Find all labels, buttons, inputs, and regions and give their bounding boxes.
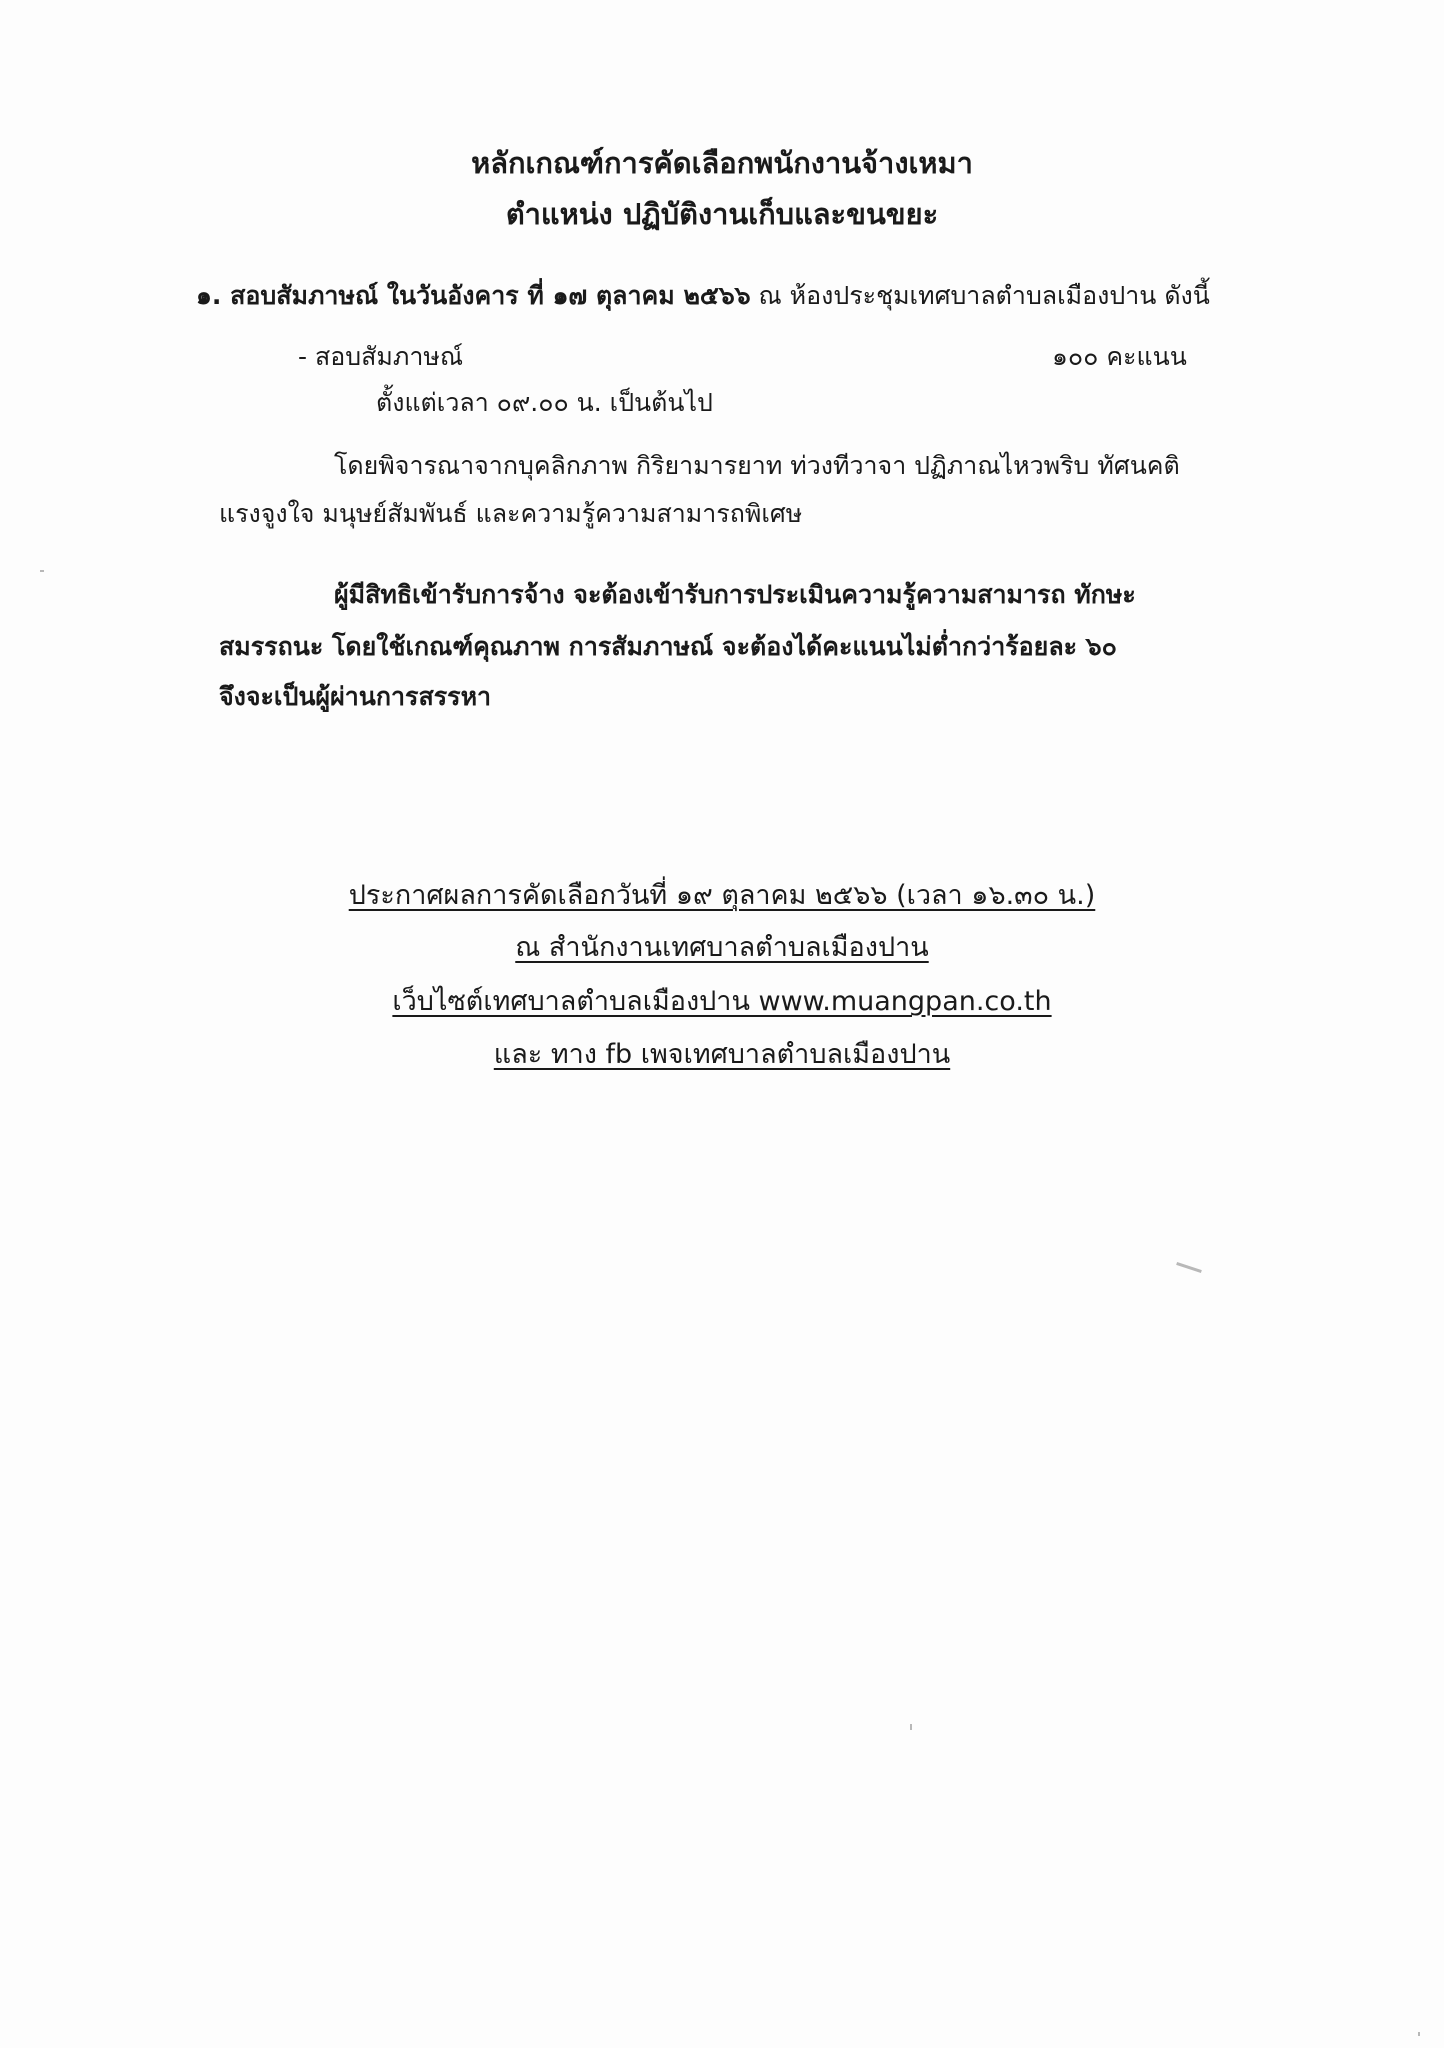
- qualification-line-1: ผู้มีสิทธิเข้ารับการจ้าง จะต้องเข้ารับการประเมินความรู้ความสามารถ ทักษะ: [334, 580, 1136, 609]
- section-1-heading: [196, 279, 1210, 313]
- announcement-facebook: และ ทาง fb เพจเทศบาลตำบลเมืองปาน: [493, 1039, 951, 1070]
- announcement-website: เว็บไซต์เทศบาลตำบลเมืองปาน www.muangpan.co.th: [392, 986, 1052, 1017]
- criteria-line-1: โดยพิจารณาจากบุคลิกภาพ กิริยามารยาท ท่วงทีวาจา ปฏิภาณไหวพริบ ทัศนคติ: [334, 451, 1180, 480]
- interview-score: ๑๐๐ คะแนน: [1052, 342, 1187, 371]
- qualification-line-3: จึงจะเป็นผู้ผ่านการสรรหา: [219, 682, 492, 711]
- section-1-location: ณ ห้องประชุมเทศบาลตำบลเมืองปาน ดังนี้: [758, 281, 1210, 310]
- qualification-line-2: สมรรถนะ โดยใช้เกณฑ์คุณภาพ การสัมภาษณ์ จะต้องได้คะแนนไม่ต่ำกว่าร้อยละ ๖๐: [219, 632, 1117, 661]
- announcement-line-1: [0, 878, 1444, 914]
- announcement-line-4: [0, 1037, 1444, 1073]
- interview-bullet: - สอบสัมภาษณ์: [298, 342, 464, 371]
- position-title: ตำแหน่ง ปฏิบัติงานเก็บและขนขยะ: [505, 197, 939, 231]
- announcement-office: ณ สำนักงานเทศบาลตำบลเมืองปาน: [515, 932, 929, 963]
- scan-dot: [910, 1724, 912, 1730]
- announcement-line-2: [0, 930, 1444, 966]
- scan-dot: [40, 570, 44, 572]
- document-title: หลักเกณฑ์การคัดเลือกพนักงานจ้างเหมา: [471, 146, 973, 180]
- section-1-lead: ๑. สอบสัมภาษณ์ ในวันอังคาร ที่ ๑๗ ตุลาคม ๒๕๖๖: [196, 281, 751, 310]
- criteria-line-2: แรงจูงใจ มนุษย์สัมพันธ์ และความรู้ความสามารถพิเศษ: [219, 499, 803, 528]
- scan-dot: [1418, 2032, 1420, 2036]
- announcement-line-3: [0, 984, 1444, 1020]
- announcement-date: ประกาศผลการคัดเลือกวันที่ ๑๙ ตุลาคม ๒๕๖๖ (เวลา ๑๖.๓๐ น.): [348, 880, 1096, 911]
- scan-mark: [1176, 1262, 1202, 1273]
- interview-time: ตั้งแต่เวลา ๐๙.๐๐ น. เป็นต้นไป: [376, 388, 713, 417]
